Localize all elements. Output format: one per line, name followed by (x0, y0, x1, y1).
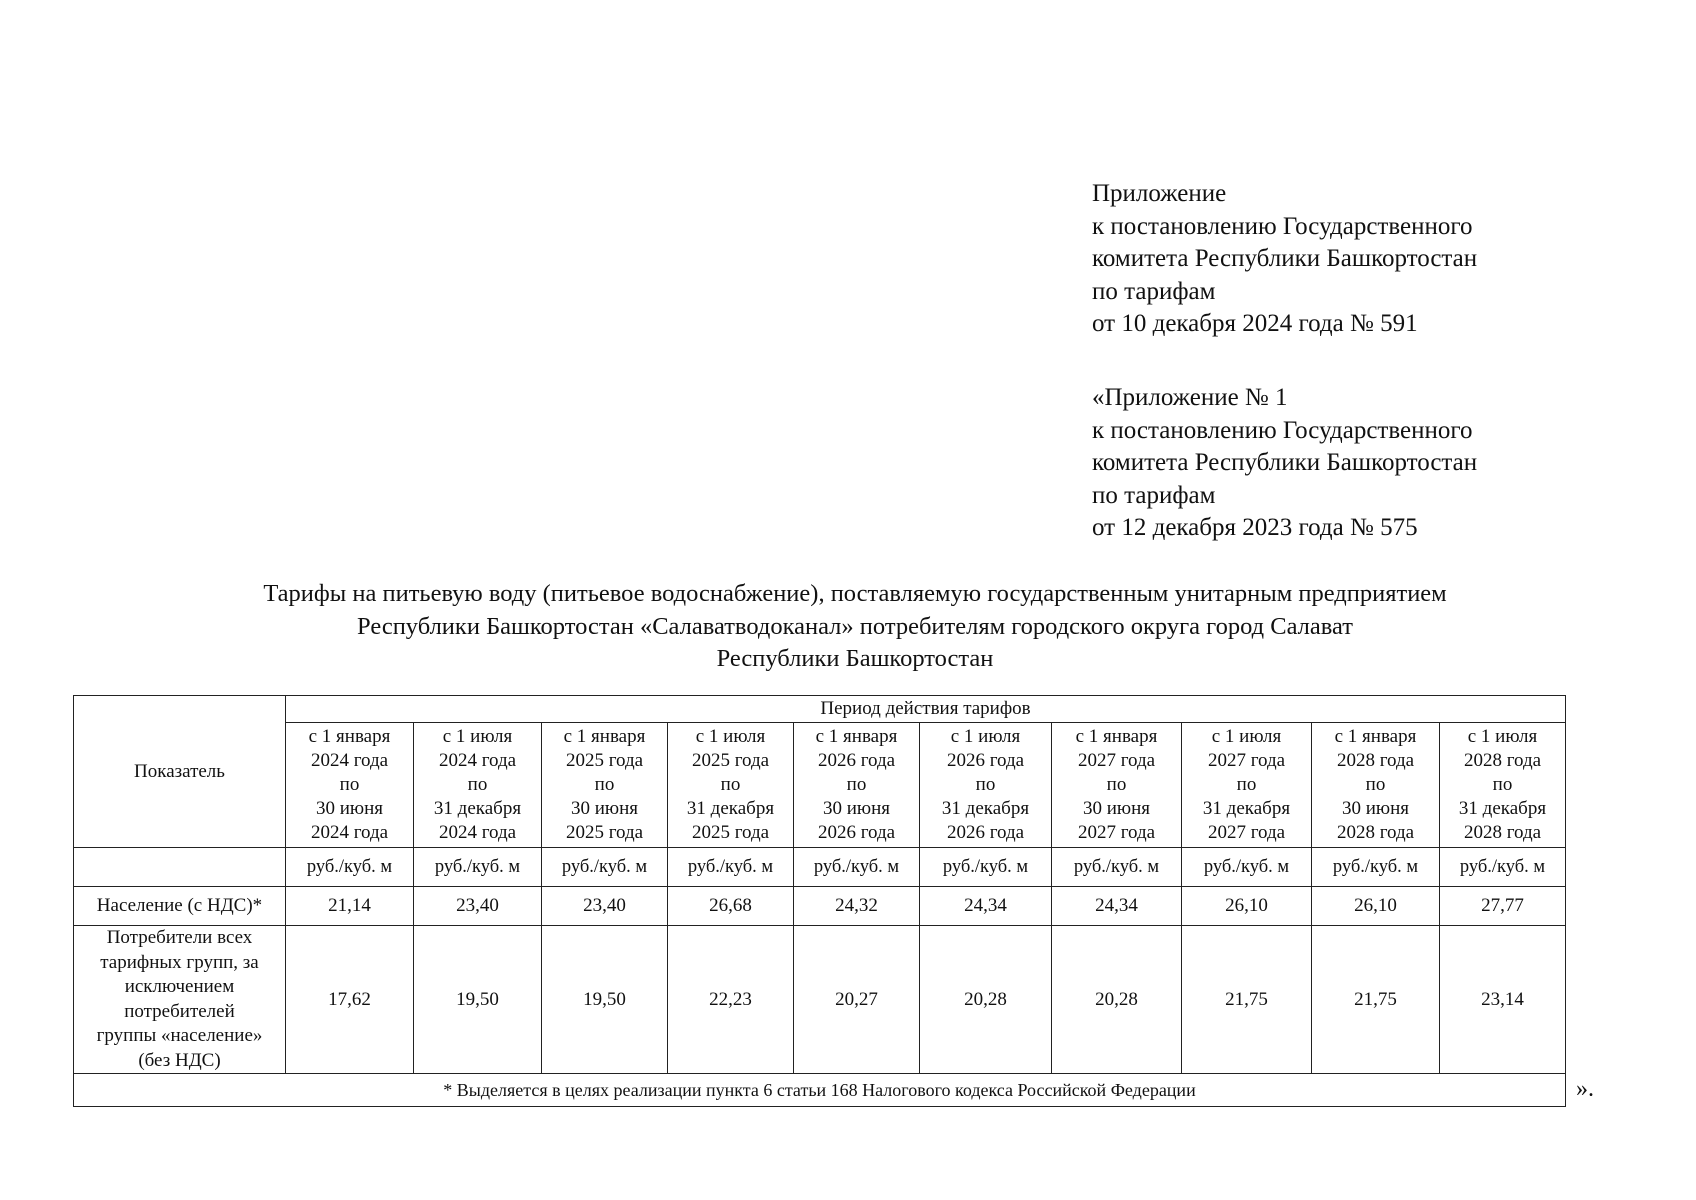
row-label-line: тарифных групп, за (100, 951, 259, 973)
period-line: 30 июня (315, 798, 384, 819)
period-header-cell (1440, 723, 1566, 848)
document-title (80, 578, 1630, 676)
tariff-value-cell: 23,40 (542, 887, 668, 926)
tariff-value-cell: 26,68 (668, 887, 794, 926)
period-line: 2026 года (946, 750, 1025, 771)
indicator-header: Показатель (74, 696, 286, 848)
row-label-line: Потребители всех (106, 927, 253, 948)
period-line: по (1492, 774, 1513, 795)
tariff-value-cell: 24,34 (920, 887, 1052, 926)
period-line: 31 декабря (1458, 798, 1547, 819)
header-row-dates (74, 723, 1566, 848)
period-header-cell (920, 723, 1052, 848)
period-line: 30 июня (822, 798, 891, 819)
period-header-cell (286, 723, 414, 848)
row-label-population: Население (с НДС)* (74, 887, 286, 926)
appendix-line: от 10 декабря 2024 года № 591 (1092, 310, 1418, 337)
unit-cell: руб./куб. м (414, 848, 542, 887)
period-header-cell (794, 723, 920, 848)
period-line: 2025 года (691, 822, 770, 843)
tariff-value-cell: 20,27 (794, 926, 920, 1074)
period-line: с 1 января (308, 726, 391, 747)
period-line: с 1 января (815, 726, 898, 747)
tariff-table (73, 695, 1566, 1107)
table-row-population (74, 887, 1566, 926)
empty-cell (74, 848, 286, 887)
tariff-value-cell: 24,32 (794, 887, 920, 926)
period-line: 2026 года (817, 750, 896, 771)
period-line: с 1 июля (1211, 726, 1282, 747)
closing-quote-mark: ». (1576, 1076, 1594, 1102)
appendix-note-original (1092, 382, 1477, 545)
tariff-value-cell: 21,75 (1182, 926, 1312, 1074)
title-line: Тарифы на питьевую воду (питьевое водоснабжение), поставляемую государственным унитарным предприятием (263, 580, 1447, 607)
appendix-line: комитета Республики Башкортостан (1092, 449, 1478, 476)
appendix-line: к постановлению Государственного (1092, 212, 1473, 240)
title-line: Республики Башкортостан «Салаватводоканал» потребителям городского округа город Салават (357, 612, 1353, 640)
appendix-line: комитета Республики Башкортостан (1092, 245, 1478, 272)
period-line: 2024 года (310, 822, 389, 843)
period-header-cell (542, 723, 668, 848)
tariff-value-cell: 19,50 (414, 926, 542, 1074)
appendix-note-current (1092, 178, 1477, 341)
period-line: с 1 января (563, 726, 646, 747)
tariff-value-cell: 21,75 (1312, 926, 1440, 1074)
appendix-line: по тарифам (1092, 277, 1216, 305)
period-header-cell (1312, 723, 1440, 848)
tariff-value-cell: 23,40 (414, 887, 542, 926)
tariff-value-cell: 23,14 (1440, 926, 1566, 1074)
period-line: 31 декабря (941, 798, 1030, 819)
period-line: 2028 года (1463, 750, 1542, 771)
unit-cell: руб./куб. м (1182, 848, 1312, 887)
period-line: 2027 года (1207, 822, 1286, 843)
unit-cell: руб./куб. м (794, 848, 920, 887)
tariff-value-cell: 17,62 (286, 926, 414, 1074)
period-line: по (1236, 774, 1257, 795)
tariff-value-cell: 20,28 (920, 926, 1052, 1074)
row-label-other-consumers (74, 926, 286, 1074)
unit-cell: руб./куб. м (542, 848, 668, 887)
footnote-row (74, 1074, 1566, 1107)
tariff-value-cell: 26,10 (1182, 887, 1312, 926)
header-row-units (74, 848, 1566, 887)
period-line: 2028 года (1336, 750, 1415, 771)
period-line: с 1 июля (950, 726, 1021, 747)
period-line: 2026 года (817, 822, 896, 843)
period-line: 2028 года (1463, 822, 1542, 843)
period-line: 30 июня (570, 798, 639, 819)
period-line: по (1365, 774, 1386, 795)
period-line: 2027 года (1077, 750, 1156, 771)
period-header: Период действия тарифов (286, 696, 1566, 723)
appendix-line: к постановлению Государственного (1092, 416, 1473, 444)
header-row-period (74, 696, 1566, 723)
appendix-line: «Приложение № 1 (1092, 384, 1288, 411)
tariff-value-cell: 19,50 (542, 926, 668, 1074)
period-line: 30 июня (1341, 798, 1410, 819)
period-line: 2026 года (946, 822, 1025, 843)
unit-cell: руб./куб. м (286, 848, 414, 887)
row-label-line: (без НДС) (138, 1049, 221, 1071)
unit-cell: руб./куб. м (920, 848, 1052, 887)
period-line: с 1 июля (695, 726, 766, 747)
period-line: по (467, 774, 488, 795)
period-line: 2028 года (1336, 822, 1415, 843)
period-line: 2027 года (1077, 822, 1156, 843)
tariff-value-cell: 27,77 (1440, 887, 1566, 926)
period-line: 31 декабря (433, 798, 522, 819)
row-label-line: исключением (124, 976, 235, 997)
period-line: 2025 года (565, 750, 644, 771)
period-line: по (720, 774, 741, 795)
period-header-cell (414, 723, 542, 848)
period-line: по (594, 774, 615, 795)
tariff-value-cell: 21,14 (286, 887, 414, 926)
period-line: 2025 года (565, 822, 644, 843)
period-line: по (846, 774, 867, 795)
tariff-value-cell: 24,34 (1052, 887, 1182, 926)
period-line: 30 июня (1082, 798, 1151, 819)
title-line: Республики Башкортостан (716, 645, 994, 672)
period-header-cell (668, 723, 794, 848)
table-row-other-consumers (74, 926, 1566, 1074)
tariff-value-cell: 22,23 (668, 926, 794, 1074)
tariff-value-cell: 20,28 (1052, 926, 1182, 1074)
period-line: 2024 года (310, 750, 389, 771)
unit-cell: руб./куб. м (1312, 848, 1440, 887)
period-line: по (339, 774, 360, 795)
tariff-value-cell: 26,10 (1312, 887, 1440, 926)
period-line: по (1106, 774, 1127, 795)
unit-cell: руб./куб. м (1440, 848, 1566, 887)
period-line: с 1 января (1075, 726, 1158, 747)
period-line: с 1 июля (442, 726, 513, 747)
period-header-cell (1182, 723, 1312, 848)
period-line: 2024 года (438, 822, 517, 843)
period-header-cell (1052, 723, 1182, 848)
period-line: с 1 июля (1467, 726, 1538, 747)
period-line: 2024 года (438, 750, 517, 771)
row-label-line: группы «население» (96, 1025, 263, 1046)
period-line: с 1 января (1334, 726, 1417, 747)
footnote-text: * Выделяется в целях реализации пункта 6 статьи 168 Налогового кодекса Российской Федерации (74, 1074, 1566, 1107)
period-line: по (975, 774, 996, 795)
period-line: 2025 года (691, 750, 770, 771)
unit-cell: руб./куб. м (668, 848, 794, 887)
appendix-line: от 12 декабря 2023 года № 575 (1092, 514, 1418, 541)
period-line: 2027 года (1207, 750, 1286, 771)
row-label-line: потребителей (124, 1000, 235, 1022)
period-line: 31 декабря (1202, 798, 1291, 819)
appendix-line: по тарифам (1092, 481, 1216, 509)
period-line: 31 декабря (686, 798, 775, 819)
appendix-line: Приложение (1092, 180, 1227, 207)
unit-cell: руб./куб. м (1052, 848, 1182, 887)
